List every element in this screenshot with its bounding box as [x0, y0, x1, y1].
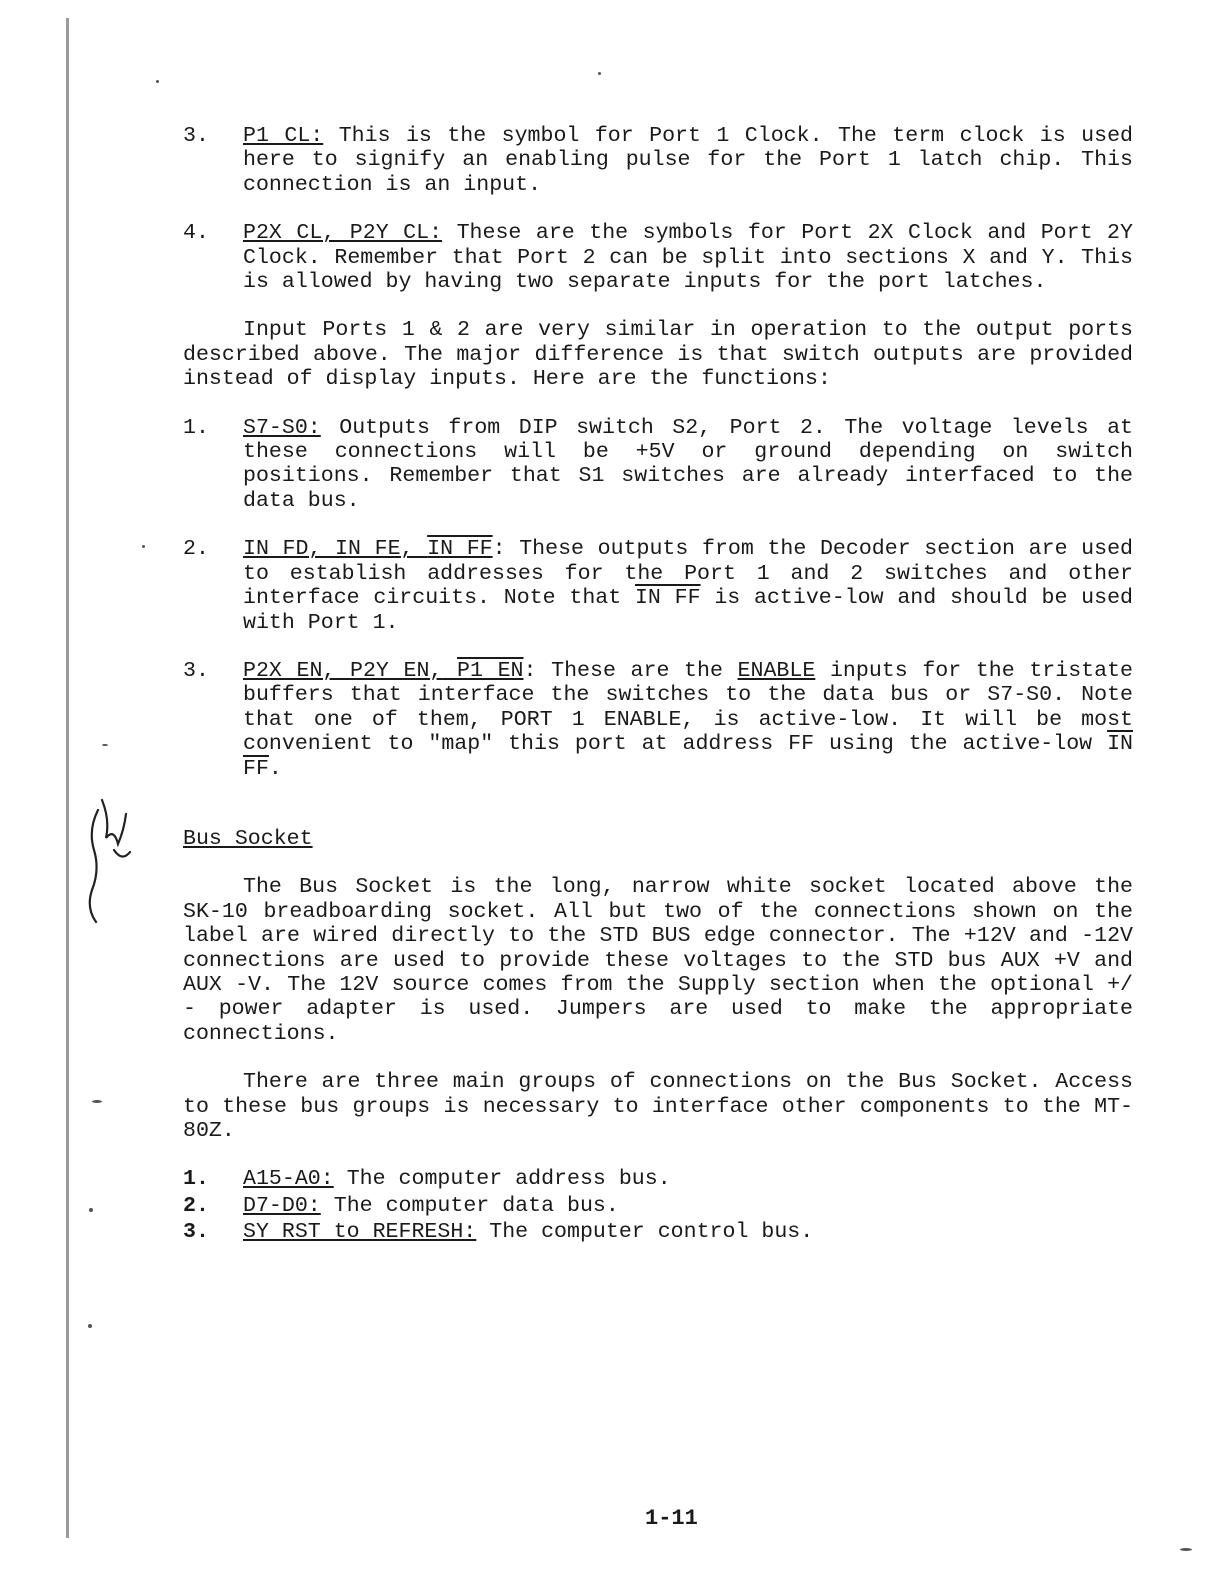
item-description: These are the symbols for Port 2X Clock and Port 2Y Clock. Remember that Port 2 can be split into sections X and Y. This is allowed by having two separate inputs for the port latches. — [243, 221, 1133, 295]
handwritten-signature — [84, 790, 136, 940]
scan-speck — [102, 744, 108, 746]
section-heading: Bus Socket — [183, 826, 313, 851]
enable-term: ENABLE — [737, 658, 816, 683]
item-number: 1. — [183, 415, 209, 440]
item-number: 2. — [183, 537, 209, 562]
list-item — [183, 1220, 1133, 1244]
list-item: 3. P2X EN, P2Y EN, P1 EN: These are the ENABLE inputs for the tristate buffers that interface the switches to the data bus or S7-S0. Note that one of them, PORT 1 ENABLE, is active-low. It will be most convenient to "map" this port at address FF using the active-low IN FF. — [183, 658, 1134, 781]
active-low-signal: IN FF — [634, 586, 701, 611]
signal-symbol: IN FD, IN FE, IN FF — [243, 537, 493, 562]
item-description: These are the — [551, 658, 723, 683]
bus-socket-paragraph: There are three main groups of connections on the Bus Socket. Access to these bus groups is necessary to interface other components to the MT-80Z. — [183, 1070, 1133, 1143]
signal-symbol: D7-D0: — [243, 1193, 321, 1218]
list-item — [183, 124, 1133, 197]
scan-speck — [92, 1100, 102, 1103]
item-number: 2. — [183, 1193, 209, 1218]
document-page — [183, 124, 1133, 1247]
signal-symbol: P2X EN, P2Y EN, P1 EN — [243, 658, 524, 683]
list-item — [183, 221, 1133, 294]
scan-speck — [1180, 1548, 1192, 1551]
item-description: The computer address bus. — [346, 1167, 671, 1192]
signal-symbol: S7-S0: — [243, 415, 321, 440]
item-number: 1. — [183, 1167, 209, 1192]
scan-speck — [598, 72, 601, 75]
list-item: 2. IN FD, IN FE, IN FF: These outputs from the Decoder section are used to establish addresses for the Port 1 and 2 switches and other interface circuits. Note that IN FF is active-low and should be used with Port 1. — [183, 537, 1133, 635]
bus-group-list — [183, 1167, 1133, 1244]
signal-symbol: P2X CL, P2Y CL: — [243, 221, 443, 246]
active-low-signal: IN FF — [243, 732, 1133, 781]
item-number: 3. — [183, 658, 209, 683]
list-item — [183, 416, 1133, 514]
scan-speck — [88, 1324, 92, 1328]
page-number: 1-11 — [645, 1506, 698, 1531]
item-description: These outputs from the Decoder section are used to establish addresses for the Port 1 and 2 switches and other interface circuits. Note that — [243, 537, 1133, 611]
bus-socket-paragraph: The Bus Socket is the long, narrow white socket located above the SK-10 breadboarding socket. All but two of the connections shown on the label are wired directly to the STD BUS edge connector. The +12V and -12V connections are used to provide these voltages to the STD bus AUX +V and AUX -V. The 12V source comes from the Supply section when the optional +/ - power adapter is used. Jumpers are used to make the appropriate connections. — [183, 875, 1133, 1046]
scan-speck — [89, 1208, 93, 1212]
input-ports-intro: Input Ports 1 & 2 are very similar in operation to the output ports described above. The major difference is that switch outputs are provided instead of display inputs. Here are the functions: — [183, 318, 1133, 392]
item-description: The computer data bus. — [333, 1193, 619, 1218]
item-number: 3. — [183, 1220, 209, 1245]
item-number: 3. — [183, 124, 209, 148]
active-low-signal: IN FF — [427, 537, 493, 562]
signal-symbol: P1 CL: — [243, 124, 324, 148]
list-item — [183, 1194, 1133, 1218]
item-number: 4. — [183, 221, 209, 246]
scan-speck — [142, 545, 145, 548]
item-description: The computer control bus. — [489, 1220, 814, 1245]
active-low-signal: P1 EN — [457, 658, 524, 683]
signal-symbol: SY RST to REFRESH: — [243, 1220, 477, 1245]
list-item — [183, 1167, 1133, 1191]
item-description: Outputs from DIP switch S2, Port 2. The voltage levels at these connections will be +5V or ground depending on switch positions. Remember that S1 switches are already interfaced to the data bus. — [243, 415, 1133, 513]
item-description: This is the symbol for Port 1 Clock. The term clock is used here to signify an enabling pulse for the Port 1 latch chip. This connection is an input. — [243, 124, 1133, 197]
scan-speck — [156, 80, 159, 83]
signal-symbol: A15-A0: — [243, 1167, 334, 1192]
page-margin-line — [66, 18, 69, 1538]
